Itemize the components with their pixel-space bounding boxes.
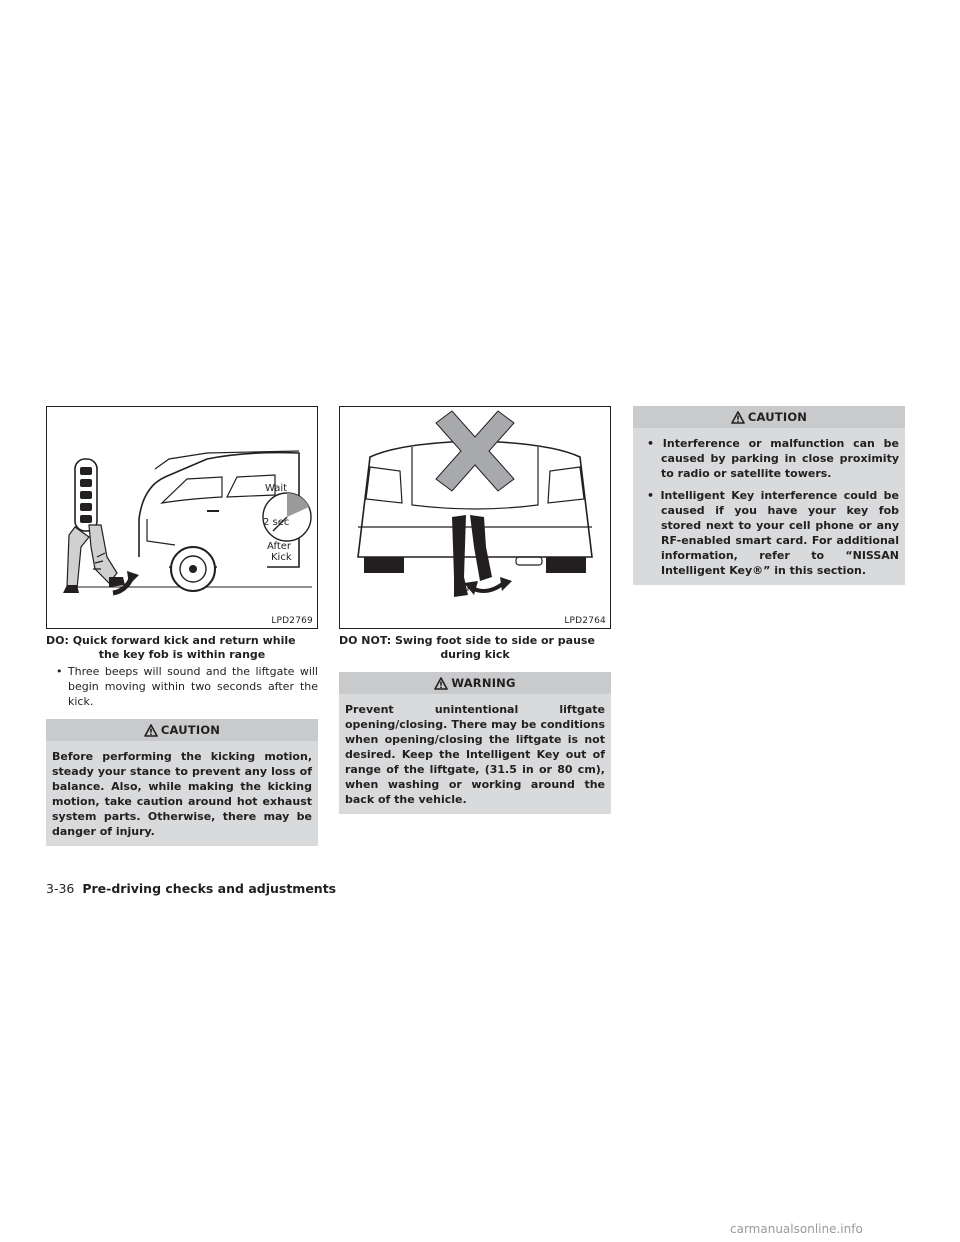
timer-label: 2 sec — [263, 517, 290, 528]
kick-bullet-text: Three beeps will sound and the liftgate will begin moving within two seconds after the kick. — [67, 665, 318, 708]
watermark: carmanualsonline.info — [730, 1222, 863, 1236]
caution-list — [639, 436, 899, 578]
warning-triangle-icon — [144, 724, 158, 737]
kick-label: Kick — [271, 552, 292, 563]
caution-title-2: CAUTION — [747, 410, 808, 424]
caution-body-2 — [633, 428, 905, 585]
caution-header-1 — [46, 719, 318, 741]
warning-triangle-icon — [434, 677, 448, 690]
wait-label: Wait — [265, 483, 288, 494]
caution-box-2 — [633, 406, 905, 585]
kick-illustration-drawing — [47, 407, 317, 628]
swing-caption-line2: during kick — [440, 648, 510, 661]
warning-triangle-icon — [731, 411, 745, 424]
middle-column — [339, 406, 611, 814]
kick-caption — [46, 634, 318, 662]
figure-code: LPD2764 — [564, 616, 606, 626]
caution-box-1 — [46, 719, 318, 846]
warning-body: Prevent unintentional liftgate opening/closing. There may be conditions when opening/closing the liftgate is not desired. Keep the Intelligent Key out of range of the liftgate, (31.5 in or 80 cm), when washing or working around the back of the vehicle. — [345, 703, 605, 806]
kick-caption-line2: the key fob is within range — [98, 648, 266, 661]
page-number: 3-36 — [46, 881, 75, 896]
warning-header — [339, 672, 611, 694]
kick-caption-line1: DO: Quick forward kick and return while — [46, 634, 296, 647]
after-label: After — [267, 541, 292, 552]
caution-item-2-text: Intelligent Key interference could be caused if you have your key fob stored next to your cell phone or any RF-enabled smart card. For additional information, refer to “NISSAN Intelligent Key®” in this section. — [660, 489, 899, 577]
right-column — [633, 406, 905, 585]
caution-list-item: • Intelligent Key interference could be caused if you have your key fob stored next to your cell phone or any RF-enabled smart card. For additional information, refer to “NISSAN Intelligent Key®” in this section. — [647, 489, 899, 577]
kick-bullet: • Three beeps will sound and the liftgate will begin moving within two seconds after the kick. — [56, 665, 318, 708]
caution-list-item: • Interference or malfunction can be caused by parking in close proximity to radio or satellite towers. — [647, 437, 899, 480]
swing-caption — [339, 634, 611, 662]
warning-title: WARNING — [451, 676, 516, 690]
caution-body-1: Before performing the kicking motion, steady your stance to prevent any loss of balance. Also, while making the kicking motion, take caution around hot exhaust system parts. Otherwise, there may be danger of injury. — [52, 750, 312, 838]
left-column — [46, 406, 318, 846]
kick-illustration — [46, 406, 318, 629]
warning-box — [339, 672, 611, 814]
caution-header-2 — [633, 406, 905, 428]
swing-caption-line1: DO NOT: Swing foot side to side or pause — [339, 634, 595, 647]
caution-title-1: CAUTION — [160, 723, 221, 737]
section-title: Pre-driving checks and adjustments — [82, 881, 337, 896]
swing-illustration-drawing — [340, 407, 610, 628]
figure-code: LPD2769 — [271, 616, 313, 626]
page-footer — [46, 881, 336, 896]
caution-item-1-text: Interference or malfunction can be caused by parking in close proximity to radio or satellite towers. — [661, 437, 899, 480]
swing-illustration — [339, 406, 611, 629]
